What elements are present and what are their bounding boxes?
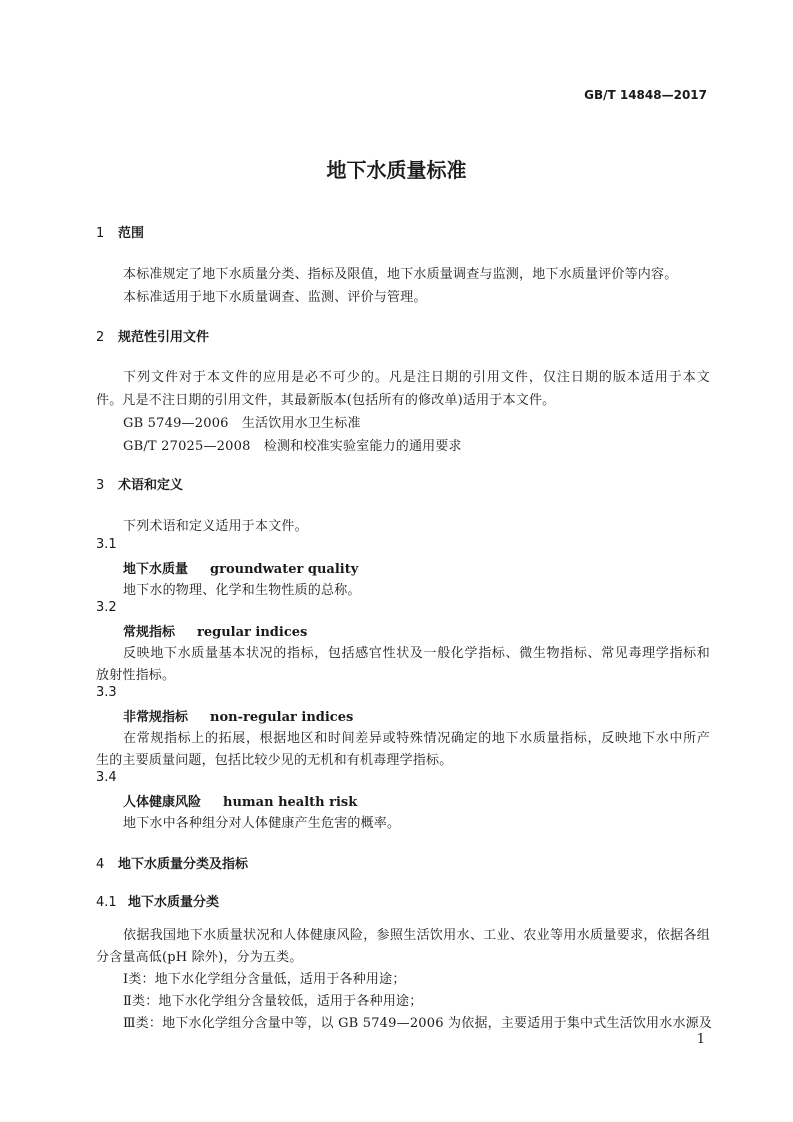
term-definition-line-1: 反映地下水质量基本状况的指标，包括感官性状及一般化学指标、微生物指标、常见毒理学指标和 [123,646,710,661]
term-en: groundwater quality [210,562,359,577]
term-number: 3.4 [96,770,117,785]
document-code: GB/T 14848—2017 [584,88,707,102]
section-number: 4 [96,857,105,872]
class-3-description: Ⅲ类：地下水化学组分含量中等，以 GB 5749—2006 为依据，主要适用于集中式生活饮用水水源及 [123,1016,713,1031]
section-title: 地下水质量分类 [128,895,220,910]
normative-reference-2: GB/T 27025—2008 检测和校准实验室能力的通用要求 [123,439,462,454]
terms-intro: 下列术语和定义适用于本文件。 [123,519,308,534]
term-en: non-regular indices [210,710,354,725]
term-name [123,558,358,577]
section-number: 1 [96,226,105,241]
section-heading-1 [96,222,144,241]
term-name [123,621,307,640]
section-number: 2 [96,330,105,345]
term-en: human health risk [223,795,358,810]
section-heading-2 [96,326,209,345]
scope-paragraph-1: 本标准规定了地下水质量分类、指标及限值，地下水质量调查与监测，地下水质量评价等内容。 [123,267,678,282]
term-definition-line-2: 放射性指标。 [96,668,176,683]
section-heading-4-1 [96,891,219,910]
section-heading-4 [96,853,248,872]
term-definition: 地下水的物理、化学和生物性质的总称。 [123,583,361,598]
term-number: 3.3 [96,685,117,700]
class-1-description: Ⅰ类：地下水化学组分含量低，适用于各种用途； [123,972,406,987]
term-definition-line-2: 生的主要质量问题，包括比较少见的无机和有机毒理学指标。 [96,753,453,768]
term-number: 3.1 [96,537,117,552]
section-number: 4.1 [96,895,117,910]
term-number: 3.2 [96,600,117,615]
normative-reference-1: GB 5749—2006 生活饮用水卫生标准 [123,416,361,431]
page-number: 1 [696,1032,705,1047]
refs-paragraph-line-1: 下列文件对于本文件的应用是必不可少的。凡是注日期的引用文件，仅注日期的版本适用于本文 [123,370,710,385]
scope-paragraph-2: 本标准适用于地下水质量调查、监测、评价与管理。 [123,290,427,305]
page-title: 地下水质量标准 [326,158,467,182]
section-title: 地下水质量分类及指标 [118,857,249,872]
term-name [123,706,353,725]
term-zh: 地下水质量 [123,562,189,577]
term-definition-line-1: 在常规指标上的拓展，根据地区和时间差异或特殊情况确定的地下水质量指标，反映地下水中所产 [123,731,710,746]
term-definition: 地下水中各种组分对人体健康产生危害的概率。 [123,816,401,831]
section-heading-3 [96,474,183,493]
classification-paragraph-line-1: 依据我国地下水质量状况和人体健康风险，参照生活饮用水、工业、农业等用水质量要求，依据各组 [123,928,710,943]
class-2-description: Ⅱ类：地下水化学组分含量较低，适用于各种用途； [123,994,423,1009]
classification-paragraph-line-2: 分含量高低(pH 除外)，分为五类。 [96,950,303,965]
term-name [123,791,357,810]
section-number: 3 [96,478,105,493]
term-zh: 人体健康风险 [123,795,202,810]
section-title: 范围 [118,226,145,241]
term-en: regular indices [197,625,308,640]
section-title: 术语和定义 [118,478,184,493]
term-zh: 非常规指标 [123,710,189,725]
refs-paragraph-line-2: 件。凡是不注日期的引用文件，其最新版本(包括所有的修改单)适用于本文件。 [96,393,556,408]
section-title: 规范性引用文件 [118,330,210,345]
term-zh: 常规指标 [123,625,176,640]
